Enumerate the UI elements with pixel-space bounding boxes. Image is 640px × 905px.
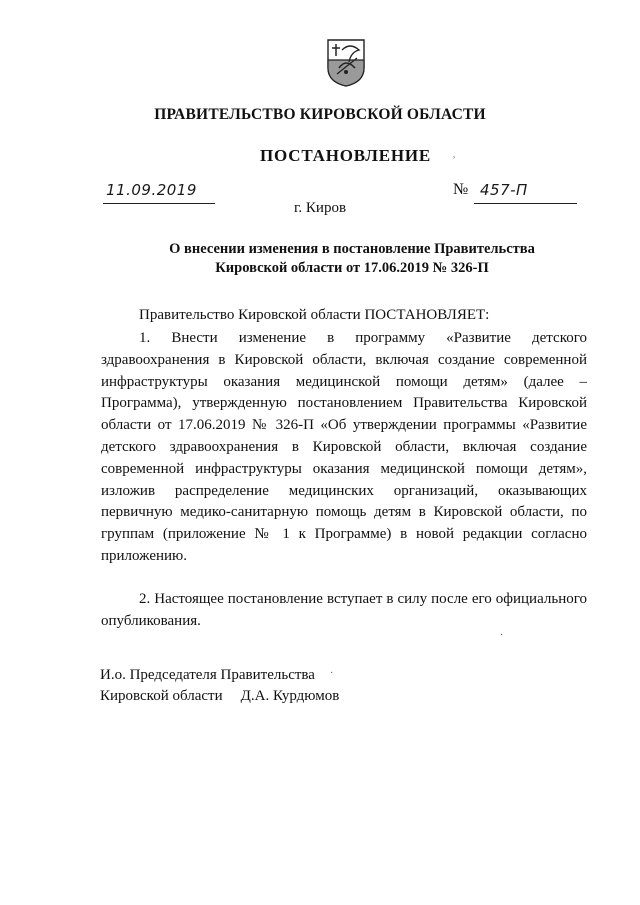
resolution-lead: Правительство Кировской области ПОСТАНОВЛЯЕТ:	[139, 307, 490, 323]
signatory-region: Кировской области	[100, 688, 223, 704]
signatory-name: Д.А. Курдюмов	[240, 688, 340, 704]
city-line: г. Киров	[293, 200, 347, 216]
coat-of-arms-icon	[325, 38, 367, 88]
document-subject	[100, 240, 604, 278]
scan-mark: ˒	[452, 148, 456, 162]
number-label: №	[453, 181, 469, 198]
signature-block	[100, 665, 339, 707]
document-type-title: ПОСТАНОВЛЕНИЕ	[260, 146, 432, 165]
subject-line-2: Кировской области от 17.06.2019 № 326-П	[215, 260, 489, 276]
signatory-title-line-1: И.о. Председателя Правительства	[100, 667, 315, 683]
scan-speck: ·	[330, 668, 334, 679]
scan-speck: ·	[500, 630, 504, 641]
document-date: 11.09.2019	[106, 181, 197, 199]
subject-line-1: О внесении изменения в постановление Правительства	[169, 241, 535, 257]
resolution-item-2: 2. Настоящее постановление вступает в силу после его официального опубликования.	[101, 591, 587, 629]
government-title: ПРАВИТЕЛЬСТВО КИРОВСКОЙ ОБЛАСТИ	[154, 106, 486, 123]
document-number: 457-П	[480, 181, 528, 199]
resolution-item-1: 1. Внести изменение в программу «Развитие детского здравоохранения в Кировской области, включая создание современной инфраструктуры оказания медицинской помощи детям» (далее – Программа), утвержденную постановлением Правительства Кировской области от 17.06.2019 № 326-П «Об утверждении программы «Развитие детского здравоохранения в Кировской области, включая создание современной инфраструктуры оказания медицинской помощи детям», изложив распределение медицинских организаций, оказывающих первичную медико-санитарную помощь детям в Кировской области, по группам (приложение № 1 к Программе) в новой редакции согласно приложению.	[101, 330, 587, 564]
signatory-title-line-2	[100, 686, 339, 707]
